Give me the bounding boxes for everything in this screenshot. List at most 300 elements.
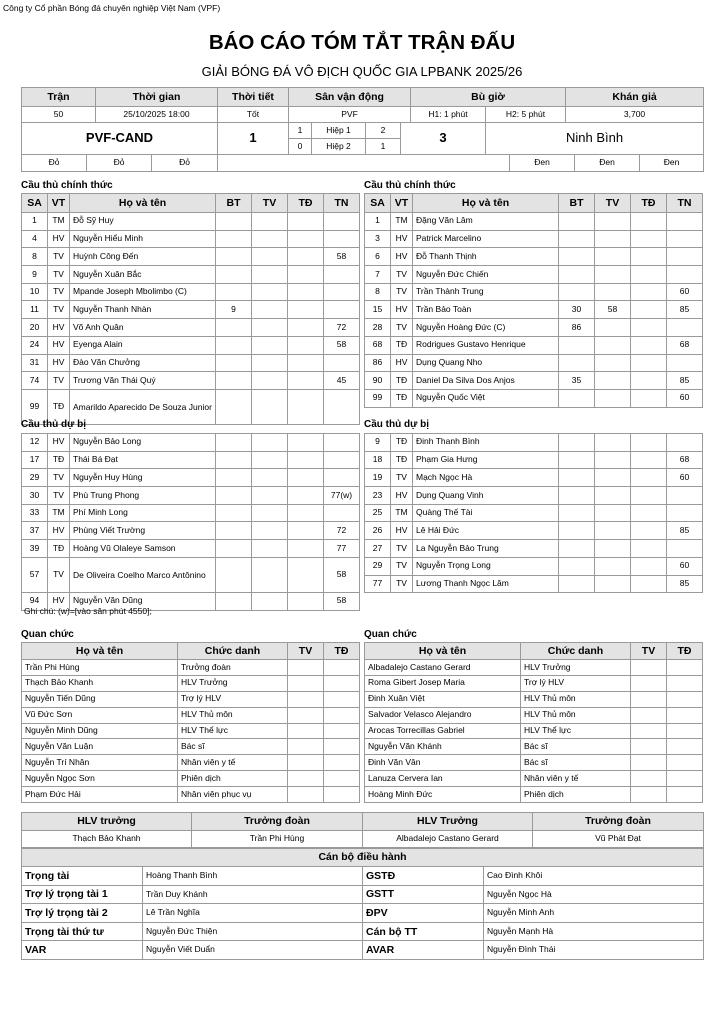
supervisor-name: Cao Đình Khôi — [484, 867, 704, 886]
h1-extra-time: H1: 1 phút — [411, 107, 486, 123]
supervisor-name: Nguyễn Đình Thái — [484, 941, 704, 960]
supervisor-role: AVAR — [363, 941, 484, 960]
player-goal-minute — [559, 336, 595, 354]
player-row — [365, 354, 703, 372]
player-position: HV — [48, 434, 70, 452]
official-name: Trần Phi Hùng — [22, 660, 178, 676]
player-yellow-card — [595, 504, 631, 522]
player-yellow-card — [252, 230, 288, 248]
official-red — [324, 787, 360, 803]
col-vt: VT — [391, 194, 413, 213]
official-row — [365, 660, 703, 676]
player-yellow-card — [595, 266, 631, 284]
player-name: Dụng Quang Vinh — [413, 487, 559, 505]
official-yellow — [631, 707, 667, 723]
referee-role: VAR — [22, 941, 143, 960]
player-goal-minute — [559, 504, 595, 522]
player-position: TĐ — [391, 372, 413, 390]
player-yellow-card — [595, 389, 631, 407]
player-number: 17 — [22, 451, 48, 469]
official-role: Bác sĩ — [178, 739, 288, 755]
player-position: HV — [391, 248, 413, 266]
player-yellow-card — [252, 469, 288, 487]
player-yellow-card — [595, 434, 631, 452]
player-name: Lương Thanh Ngọc Lâm — [413, 575, 559, 593]
player-number: 90 — [365, 372, 391, 390]
player-row — [365, 487, 703, 505]
player-row — [365, 336, 703, 354]
col-tn: TN — [667, 194, 703, 213]
player-yellow-card — [595, 372, 631, 390]
official-yellow — [288, 660, 324, 676]
player-name: Nguyễn Huy Hùng — [70, 469, 216, 487]
away-score: 3 — [401, 123, 486, 155]
official-role: Phiên dịch — [521, 787, 631, 803]
player-substitution — [667, 487, 703, 505]
official-row — [365, 771, 703, 787]
home-kit-color-3: Đỏ — [152, 155, 218, 172]
official-name: Đinh Xuân Việt — [365, 691, 521, 707]
home-starting-title: Cầu thủ chính thức — [21, 180, 113, 191]
official-row — [22, 660, 360, 676]
col-tv: TV — [288, 643, 324, 660]
player-red-card — [631, 372, 667, 390]
time-label: Thời gian — [96, 88, 218, 107]
away-manager: Vũ Phát Đạt — [533, 831, 704, 848]
player-number: 68 — [365, 336, 391, 354]
player-position: HV — [48, 230, 70, 248]
player-substitution — [324, 469, 360, 487]
player-yellow-card — [595, 469, 631, 487]
official-role: Trợ lý HLV — [178, 691, 288, 707]
player-row — [22, 372, 360, 390]
official-role: Nhân viên phục vụ — [178, 787, 288, 803]
official-role: HLV Thủ môn — [521, 707, 631, 723]
player-number: 10 — [22, 283, 48, 301]
col-role: Chức danh — [521, 643, 631, 660]
player-number: 33 — [22, 504, 48, 522]
player-goal-minute — [559, 575, 595, 593]
referee-name: Nguyễn Viết Duẩn — [143, 941, 363, 960]
player-number: 4 — [22, 230, 48, 248]
player-name: Huỳnh Công Đến — [70, 248, 216, 266]
player-name: Đinh Thanh Bình — [413, 434, 559, 452]
player-number: 23 — [365, 487, 391, 505]
player-name: Mạch Ngọc Hà — [413, 469, 559, 487]
official-red — [324, 771, 360, 787]
official-row — [22, 707, 360, 723]
away-starting-table — [364, 193, 703, 408]
official-row — [365, 723, 703, 739]
referee-name: Lê Trần Nghĩa — [143, 904, 363, 923]
player-position: TV — [391, 540, 413, 558]
player-substitution — [667, 434, 703, 452]
official-role: Trưởng đoàn — [178, 660, 288, 676]
official-red — [324, 675, 360, 691]
official-name: Nguyễn Văn Khánh — [365, 739, 521, 755]
player-red-card — [288, 469, 324, 487]
player-red-card — [288, 336, 324, 354]
player-position: TĐ — [391, 336, 413, 354]
player-row — [22, 354, 360, 372]
away-coach: Albadalejo Castano Gerard — [363, 831, 533, 848]
col-name: Họ và tên — [413, 194, 559, 213]
referee-row — [22, 885, 704, 904]
player-row — [365, 283, 703, 301]
player-yellow-card — [595, 487, 631, 505]
col-td: TĐ — [324, 643, 360, 660]
official-name: Vũ Đức Sơn — [22, 707, 178, 723]
player-red-card — [631, 230, 667, 248]
player-row — [365, 319, 703, 337]
match-weather: Tốt — [218, 107, 289, 123]
home-coach-label: HLV trưởng — [22, 813, 192, 831]
match-stadium: PVF — [289, 107, 411, 123]
player-red-card — [631, 283, 667, 301]
player-red-card — [288, 522, 324, 540]
player-yellow-card — [595, 283, 631, 301]
player-number: 77 — [365, 575, 391, 593]
official-red — [667, 675, 703, 691]
player-yellow-card — [595, 213, 631, 231]
player-red-card — [631, 213, 667, 231]
player-substitution: 77 — [324, 540, 360, 558]
player-goal-minute — [216, 354, 252, 372]
player-yellow-card — [595, 557, 631, 575]
referee-name: Nguyễn Đức Thiện — [143, 922, 363, 941]
player-row — [22, 522, 360, 540]
player-yellow-card — [252, 336, 288, 354]
player-substitution: 85 — [667, 372, 703, 390]
col-sa: SA — [22, 194, 48, 213]
player-goal-minute: 35 — [559, 372, 595, 390]
col-tn: TN — [324, 194, 360, 213]
official-role: Bác sĩ — [521, 755, 631, 771]
player-row — [365, 469, 703, 487]
player-number: 26 — [365, 522, 391, 540]
player-number: 27 — [365, 540, 391, 558]
player-red-card — [288, 230, 324, 248]
player-goal-minute — [559, 522, 595, 540]
player-number: 11 — [22, 301, 48, 319]
official-name: Arocas Torrecillas Gabriel — [365, 723, 521, 739]
player-red-card — [631, 354, 667, 372]
player-row — [22, 230, 360, 248]
spectators-label: Khán giả — [566, 88, 704, 107]
match-info-table — [21, 87, 704, 155]
player-position: HV — [48, 522, 70, 540]
official-name: Nguyễn Văn Luận — [22, 739, 178, 755]
official-role: Phiên dịch — [178, 771, 288, 787]
player-row — [22, 266, 360, 284]
player-substitution — [324, 504, 360, 522]
player-goal-minute — [216, 487, 252, 505]
player-position: TV — [48, 248, 70, 266]
player-position: TV — [391, 266, 413, 284]
player-goal-minute — [216, 336, 252, 354]
player-number: 1 — [365, 213, 391, 231]
player-number: 7 — [365, 266, 391, 284]
player-goal-minute — [559, 451, 595, 469]
official-role: Nhân viên y tế — [178, 755, 288, 771]
official-red — [324, 723, 360, 739]
player-yellow-card — [252, 301, 288, 319]
report-title: BÁO CÁO TÓM TẮT TRẬN ĐẤU — [208, 31, 516, 54]
player-red-card — [288, 213, 324, 231]
player-yellow-card — [252, 434, 288, 452]
official-red — [667, 707, 703, 723]
col-tv: TV — [631, 643, 667, 660]
player-number: 39 — [22, 540, 48, 558]
player-name: Nguyễn Bảo Long — [70, 434, 216, 452]
official-role: HLV Thể lực — [178, 723, 288, 739]
league-title: GIẢI BÓNG ĐÁ VÔ ĐỊCH QUỐC GIA LPBANK 2025/26 — [201, 64, 523, 79]
player-name: Nguyễn Quốc Việt — [413, 389, 559, 407]
player-position: TV — [391, 319, 413, 337]
player-yellow-card — [252, 504, 288, 522]
player-position: TĐ — [391, 434, 413, 452]
official-yellow — [288, 755, 324, 771]
player-goal-minute: 30 — [559, 301, 595, 319]
home-team-name: PVF-CAND — [22, 123, 218, 155]
player-position: TĐ — [391, 389, 413, 407]
player-substitution — [667, 248, 703, 266]
player-position: TĐ — [48, 389, 70, 424]
away-starting-title: Cầu thủ chính thức — [364, 180, 456, 191]
player-substitution — [324, 451, 360, 469]
player-yellow-card — [252, 557, 288, 592]
player-number: 6 — [365, 248, 391, 266]
player-name: Patrick Marcelino — [413, 230, 559, 248]
player-position: TV — [48, 283, 70, 301]
player-red-card — [288, 354, 324, 372]
official-role: HLV Trưởng — [178, 675, 288, 691]
player-yellow-card — [595, 575, 631, 593]
official-yellow — [631, 675, 667, 691]
home-manager: Trần Phi Hùng — [192, 831, 363, 848]
half1-away-goals: 2 — [366, 123, 401, 139]
official-yellow — [631, 787, 667, 803]
official-red — [324, 691, 360, 707]
player-name: Lê Hải Đức — [413, 522, 559, 540]
away-officials-table — [364, 642, 703, 803]
player-goal-minute — [559, 434, 595, 452]
player-substitution — [324, 354, 360, 372]
player-red-card — [631, 487, 667, 505]
official-name: Thạch Bảo Khanh — [22, 675, 178, 691]
official-yellow — [631, 771, 667, 787]
player-position: TM — [391, 504, 413, 522]
official-row — [22, 675, 360, 691]
half2-label: Hiệp 2 — [312, 139, 366, 155]
player-substitution — [324, 230, 360, 248]
player-goal-minute — [559, 557, 595, 575]
official-yellow — [288, 723, 324, 739]
referee-row — [22, 922, 704, 941]
official-red — [667, 691, 703, 707]
player-substitution — [324, 283, 360, 301]
official-yellow — [631, 723, 667, 739]
col-tv: TV — [595, 194, 631, 213]
player-position: HV — [48, 336, 70, 354]
player-number: 9 — [22, 266, 48, 284]
player-substitution — [667, 266, 703, 284]
official-yellow — [288, 787, 324, 803]
official-red — [667, 723, 703, 739]
player-goal-minute — [559, 213, 595, 231]
col-td: TĐ — [667, 643, 703, 660]
official-red — [324, 660, 360, 676]
player-red-card — [631, 469, 667, 487]
player-yellow-card — [595, 248, 631, 266]
official-yellow — [631, 691, 667, 707]
company-name: Công ty Cổ phần Bóng đá chuyên nghiệp Việt Nam (VPF) — [3, 3, 221, 13]
player-yellow-card — [252, 487, 288, 505]
player-yellow-card — [252, 522, 288, 540]
official-name: Nguyễn Trí Nhân — [22, 755, 178, 771]
away-kit-color-2: Đen — [575, 155, 640, 172]
player-substitution — [667, 354, 703, 372]
player-substitution — [667, 230, 703, 248]
player-substitution — [667, 504, 703, 522]
official-name: Nguyễn Ngọc Sơn — [22, 771, 178, 787]
player-row — [22, 213, 360, 231]
player-goal-minute — [216, 540, 252, 558]
player-red-card — [631, 434, 667, 452]
player-goal-minute — [216, 213, 252, 231]
player-name: Quàng Thế Tài — [413, 504, 559, 522]
player-yellow-card: 58 — [595, 301, 631, 319]
player-position: TV — [48, 487, 70, 505]
player-name: Dụng Quang Nho — [413, 354, 559, 372]
player-substitution — [324, 389, 360, 424]
player-substitution — [324, 213, 360, 231]
player-position: TĐ — [391, 451, 413, 469]
match-officials-table — [21, 848, 704, 960]
official-name: Nguyễn Tiến Dũng — [22, 691, 178, 707]
player-row — [365, 389, 703, 407]
away-subs-table — [364, 433, 703, 593]
col-bt: BT — [216, 194, 252, 213]
player-name: Nguyễn Hiểu Minh — [70, 230, 216, 248]
player-goal-minute — [216, 451, 252, 469]
player-name: Phùng Viết Trường — [70, 522, 216, 540]
player-position: TV — [48, 557, 70, 592]
referee-name: Trần Duy Khánh — [143, 885, 363, 904]
player-name: Đỗ Thanh Thịnh — [413, 248, 559, 266]
player-red-card — [288, 451, 324, 469]
official-name: Lanuza Cervera Ian — [365, 771, 521, 787]
half2-away-goals: 1 — [366, 139, 401, 155]
official-row — [365, 675, 703, 691]
home-officials-table — [21, 642, 360, 803]
player-row — [365, 540, 703, 558]
home-kit-color-1: Đỏ — [22, 155, 87, 172]
official-yellow — [288, 675, 324, 691]
player-position: HV — [391, 522, 413, 540]
player-substitution: 72 — [324, 522, 360, 540]
player-number: 37 — [22, 522, 48, 540]
referee-row — [22, 941, 704, 960]
player-red-card — [631, 522, 667, 540]
player-number: 30 — [22, 487, 48, 505]
player-red-card — [631, 336, 667, 354]
player-substitution: 60 — [667, 389, 703, 407]
player-goal-minute — [216, 434, 252, 452]
player-name: Đào Văn Chưởng — [70, 354, 216, 372]
player-red-card — [631, 557, 667, 575]
player-position: TV — [391, 575, 413, 593]
player-row — [365, 451, 703, 469]
away-kit-color-1: Đen — [510, 155, 575, 172]
player-position: HV — [391, 354, 413, 372]
player-number: 25 — [365, 504, 391, 522]
player-number: 20 — [22, 319, 48, 337]
player-row — [365, 434, 703, 452]
away-coach-label: HLV Trưởng — [363, 813, 533, 831]
player-substitution: 45 — [324, 372, 360, 390]
referee-row — [22, 867, 704, 886]
half1-home-goals: 1 — [289, 123, 312, 139]
official-name: Phạm Đức Hải — [22, 787, 178, 803]
player-red-card — [631, 319, 667, 337]
stadium-label: Sân vận động — [289, 88, 411, 107]
player-number: 8 — [365, 283, 391, 301]
col-td: TĐ — [631, 194, 667, 213]
player-red-card — [631, 389, 667, 407]
player-goal-minute — [559, 283, 595, 301]
player-row — [365, 372, 703, 390]
player-number: 1 — [22, 213, 48, 231]
player-position: HV — [391, 230, 413, 248]
player-number: 3 — [365, 230, 391, 248]
player-yellow-card — [252, 451, 288, 469]
player-row — [365, 504, 703, 522]
official-red — [324, 755, 360, 771]
player-substitution: 60 — [667, 283, 703, 301]
player-yellow-card — [252, 283, 288, 301]
player-position: TV — [48, 372, 70, 390]
player-goal-minute: 9 — [216, 301, 252, 319]
match-datetime: 25/10/2025 18:00 — [96, 107, 218, 123]
player-name: Nguyễn Xuân Bắc — [70, 266, 216, 284]
player-row — [365, 522, 703, 540]
official-row — [22, 755, 360, 771]
player-row — [365, 575, 703, 593]
player-name: Trần Bảo Toàn — [413, 301, 559, 319]
official-yellow — [288, 739, 324, 755]
player-position: HV — [391, 487, 413, 505]
player-goal-minute — [216, 248, 252, 266]
player-number: 28 — [365, 319, 391, 337]
player-number: 18 — [365, 451, 391, 469]
official-yellow — [288, 771, 324, 787]
player-substitution — [324, 301, 360, 319]
player-row — [22, 487, 360, 505]
official-role: HLV Thủ môn — [521, 691, 631, 707]
player-name: Phù Trung Phong — [70, 487, 216, 505]
player-row — [22, 434, 360, 452]
player-name: Trương Văn Thái Quý — [70, 372, 216, 390]
official-name: Salvador Velasco Alejandro — [365, 707, 521, 723]
player-red-card — [631, 504, 667, 522]
player-row — [22, 451, 360, 469]
player-yellow-card — [595, 336, 631, 354]
player-number: 8 — [22, 248, 48, 266]
spectator-count: 3,700 — [566, 107, 704, 123]
away-subs-title: Cầu thủ dự bị — [364, 419, 430, 430]
official-row — [22, 691, 360, 707]
